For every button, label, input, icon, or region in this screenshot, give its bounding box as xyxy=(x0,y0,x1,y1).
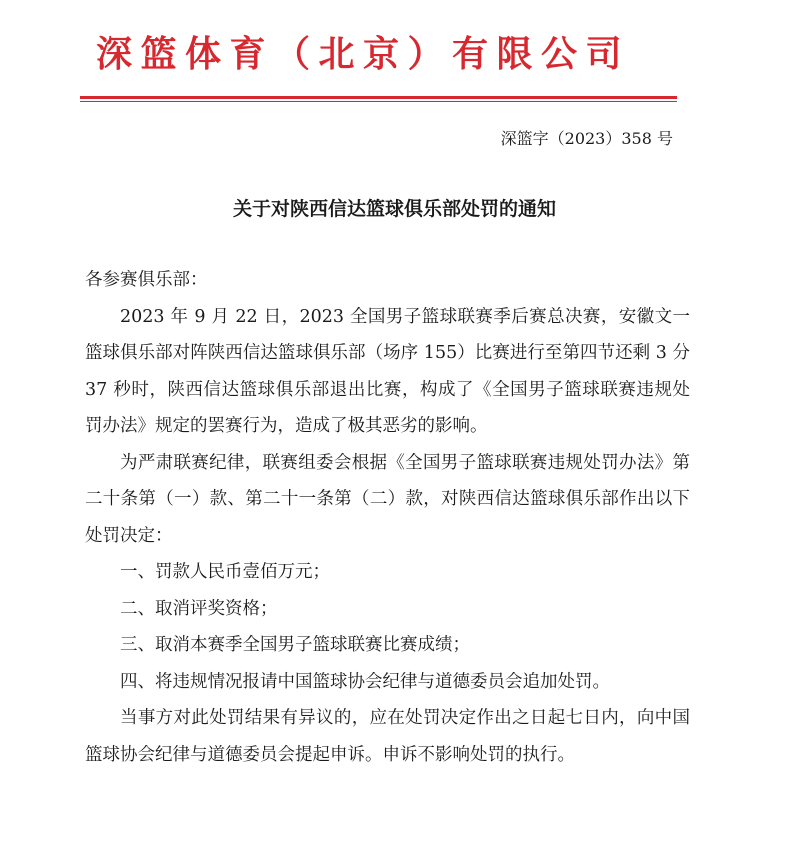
paragraph-incident: 2023 年 9 月 22 日，2023 全国男子篮球联赛季后赛总决赛，安徽文一篮球俱乐部对阵陕西信达篮球俱乐部（场序 155）比赛进行至第四节还剩 3 分 37 秒时，陕西信达篮球俱乐部退出比赛，构成了《全国男子篮球联赛违规处罚办法》规定的罢赛行为，造成了极其恶劣的影响。 xyxy=(85,306,690,436)
document-body xyxy=(85,262,690,773)
penalty-item: 四、将违规情况报请中国篮球协会纪律与道德委员会追加处罚。 xyxy=(120,671,610,692)
salutation: 各参赛俱乐部： xyxy=(85,270,208,290)
penalty-item: 一、罚款人民币壹佰万元； xyxy=(120,562,330,582)
paragraph-decision-basis: 为严肃联赛纪律，联赛组委会根据《全国男子篮球联赛违规处罚办法》第二十条第（一）款、第二十一条第（二）款，对陕西信达篮球俱乐部作出以下处罚决定： xyxy=(85,452,690,546)
document-number: 深篮字（2023）358 号 xyxy=(500,129,673,148)
letterhead-divider-thin xyxy=(80,101,677,102)
paragraph-appeal: 当事方对此处罚结果有异议的，应在处罚决定作出之日起七日内，向中国篮球协会纪律与道德委员会提起申诉。申诉不影响处罚的执行。 xyxy=(85,708,690,765)
letterhead-company-name: 深篮体育（北京）有限公司 xyxy=(96,33,631,75)
document-title: 关于对陕西信达篮球俱乐部处罚的通知 xyxy=(232,198,556,220)
penalty-item: 二、取消评奖资格； xyxy=(120,598,278,619)
penalty-item: 三、取消本赛季全国男子篮球联赛比赛成绩； xyxy=(120,635,470,655)
letterhead-divider-thick xyxy=(80,96,677,99)
